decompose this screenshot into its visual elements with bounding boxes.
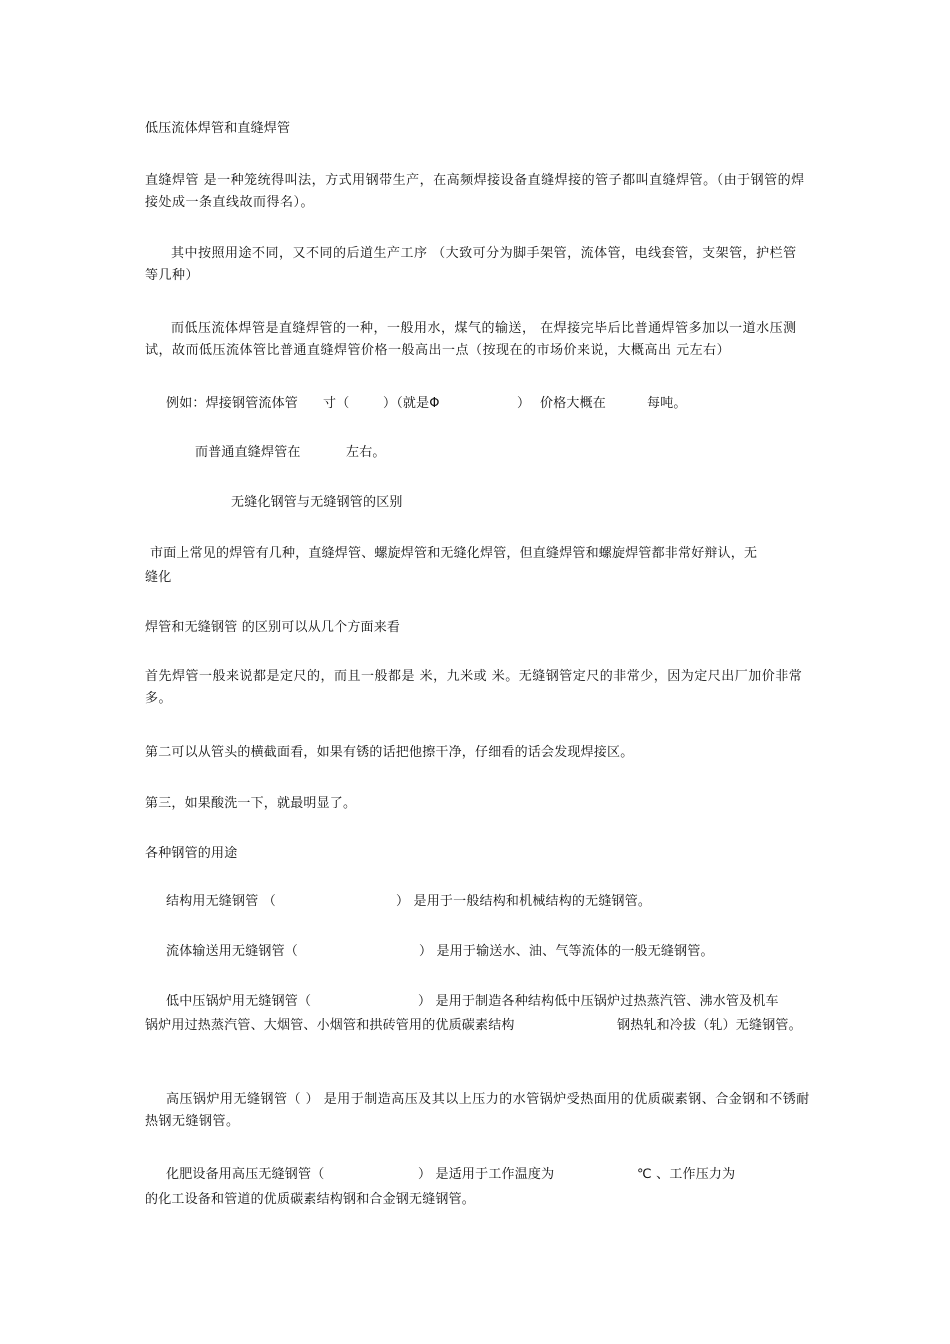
normal-pipe-suffix: 左右。 (346, 445, 386, 460)
paragraph-fixed-length: 首先焊管一般来说都是定尺的，而且一般都是 米，九米或 米。无缝钢管定尺的非常少，因为定尺出厂加价非常多。 (145, 669, 803, 706)
section-uses-title: 各种钢管的用途 (145, 846, 238, 861)
use-low-mid-boiler-desc: ） 是用于制造各种结构低中压锅炉过热蒸汽管、沸水管及机车 (418, 994, 779, 1009)
paragraph-straight-seam-definition: 直缝焊管 是一种笼统得叫法，方式用钢带生产，在高频焊接设备直缝焊接的管子都叫直缝焊管。（由于钢管的焊接处成一条直线故而得名）。 (145, 173, 805, 210)
example-diameter: ）（就是Φ (383, 396, 440, 411)
section-subtitle: 无缝化钢管与无缝钢管的区别 (231, 495, 403, 510)
paragraph-weld-types-line1: 市面上常见的焊管有几种，直缝焊管、螺旋焊管和无缝化焊管，但直缝焊管和螺旋焊管都非常好辩认，无 (150, 546, 758, 561)
example-per-ton: 每吨。 (647, 396, 687, 411)
paragraph-usage-types: 其中按照用途不同，又不同的后道生产工序 （大致可分为脚手架管，流体管，电线套管，支架管，护栏管等几种） (145, 246, 797, 283)
use-low-mid-boiler-desc-cont: 锅炉用过热蒸汽管、大烟管、小烟管和拱砖管用的优质碳素结构 (145, 1018, 515, 1033)
use-fertilizer-pressure: ℃ 、工作压力为 (637, 1167, 736, 1182)
use-fluid-name: 流体输送用无缝钢管（ (166, 944, 299, 959)
use-structural-desc: ） 是用于一般结构和机械结构的无缝钢管。 (396, 894, 652, 909)
paragraph-low-pressure-fluid: 而低压流体焊管是直缝焊管的一种，一般用水，煤气的输送， 在焊接完毕后比普通焊管多加以一道水压测试，故而低压流体管比普通直缝焊管价格一般高出一点（按现在的市场价来说，大概高出 元左右） (145, 321, 797, 358)
use-fertilizer-desc: 的化工设备和管道的优质碳素结构钢和合金钢无缝钢管。 (145, 1192, 476, 1207)
use-structural-name: 结构用无缝钢管 （ (166, 894, 276, 909)
use-high-pressure-boiler: 高压锅炉用无缝钢管（ ） 是用于制造高压及其以上压力的水管锅炉受热面用的优质碳素钢、合金钢和不锈耐热钢无缝钢管。 (145, 1092, 810, 1129)
example-price-label: 价格大概在 (540, 396, 607, 411)
use-fertilizer-name: 化肥设备用高压无缝钢管（ (166, 1167, 325, 1182)
normal-pipe-text: 而普通直缝焊管在 (195, 445, 301, 460)
example-inch: 寸（ (323, 396, 350, 411)
use-fluid-desc: ） 是用于输送水、油、气等流体的一般无缝钢管。 (419, 944, 714, 959)
use-low-mid-boiler-name: 低中压锅炉用无缝钢管（ (166, 994, 312, 1009)
paragraph-difference-intro: 焊管和无缝钢管 的区别可以从几个方面来看 (145, 620, 401, 635)
use-low-mid-boiler-desc-end: 钢热轧和冷拔（轧）无缝钢管。 (617, 1018, 802, 1033)
document-title: 低压流体焊管和直缝焊管 (145, 121, 291, 136)
paragraph-weld-types-line2: 缝化 (145, 570, 172, 585)
use-fertilizer-temp: ） 是适用于工作温度为 (418, 1167, 555, 1182)
example-text: 例如：焊接钢管流体管 (166, 396, 299, 411)
example-close: ） (517, 396, 531, 411)
paragraph-cross-section: 第二可以从管头的横截面看，如果有锈的话把他擦干净，仔细看的话会发现焊接区。 (145, 745, 634, 760)
paragraph-pickling: 第三，如果酸洗一下，就最明显了。 (145, 796, 357, 811)
